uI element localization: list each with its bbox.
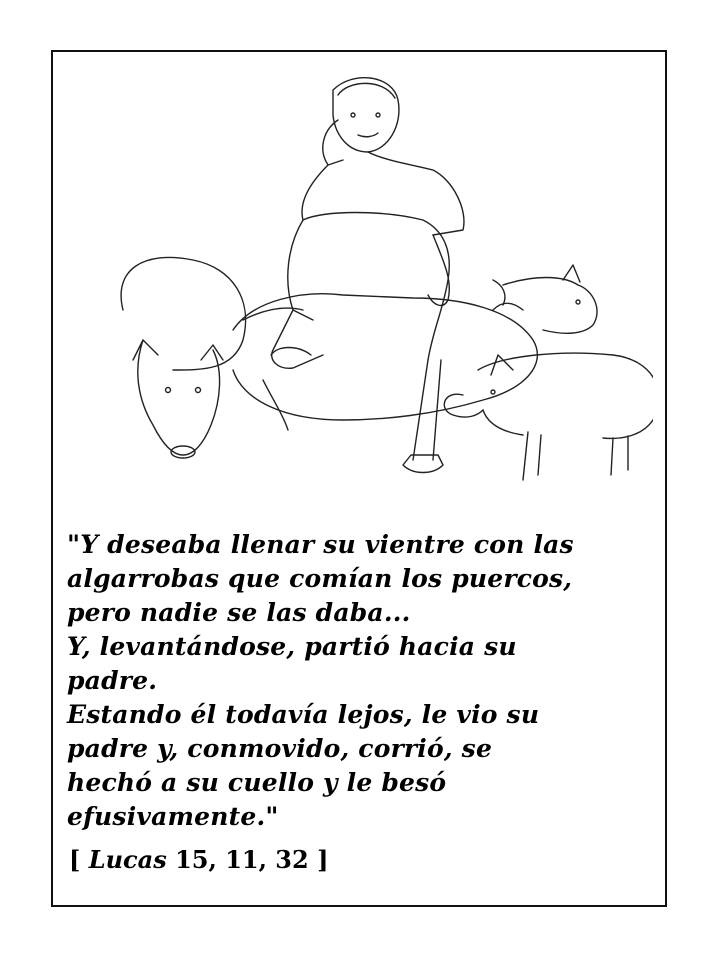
quote-line: algarrobas que comían los puercos, xyxy=(67,564,573,593)
quote-line: padre. xyxy=(67,666,158,695)
scripture-reference xyxy=(69,845,328,874)
quote-line: hechó a su cuello y le besó xyxy=(67,768,447,797)
quote-line: Estando él todavía lejos, le vio su xyxy=(67,700,540,729)
prodigal-son-drawing xyxy=(271,78,464,473)
left-pig-drawing xyxy=(121,257,303,458)
quote-line: padre y, conmovido, corrió, se xyxy=(67,734,493,763)
middle-pig-drawing xyxy=(233,280,537,430)
reference-book: Lucas xyxy=(88,845,167,874)
quote-line: efusivamente." xyxy=(67,802,279,831)
quote-line: pero nadie se las daba... xyxy=(67,598,411,627)
reference-citation: 15, 11, 32 xyxy=(175,845,309,874)
prodigal-son-with-pigs-illustration xyxy=(83,70,653,500)
reference-close-bracket: ] xyxy=(317,845,329,874)
bible-quote xyxy=(67,528,659,834)
quote-line: Y, levantándose, partió hacia su xyxy=(67,632,517,661)
coloring-page-frame xyxy=(51,50,667,907)
quote-line: "Y deseaba llenar su vientre con las xyxy=(67,530,574,559)
reference-open-bracket: [ xyxy=(69,845,81,874)
front-pig-drawing xyxy=(444,353,653,480)
